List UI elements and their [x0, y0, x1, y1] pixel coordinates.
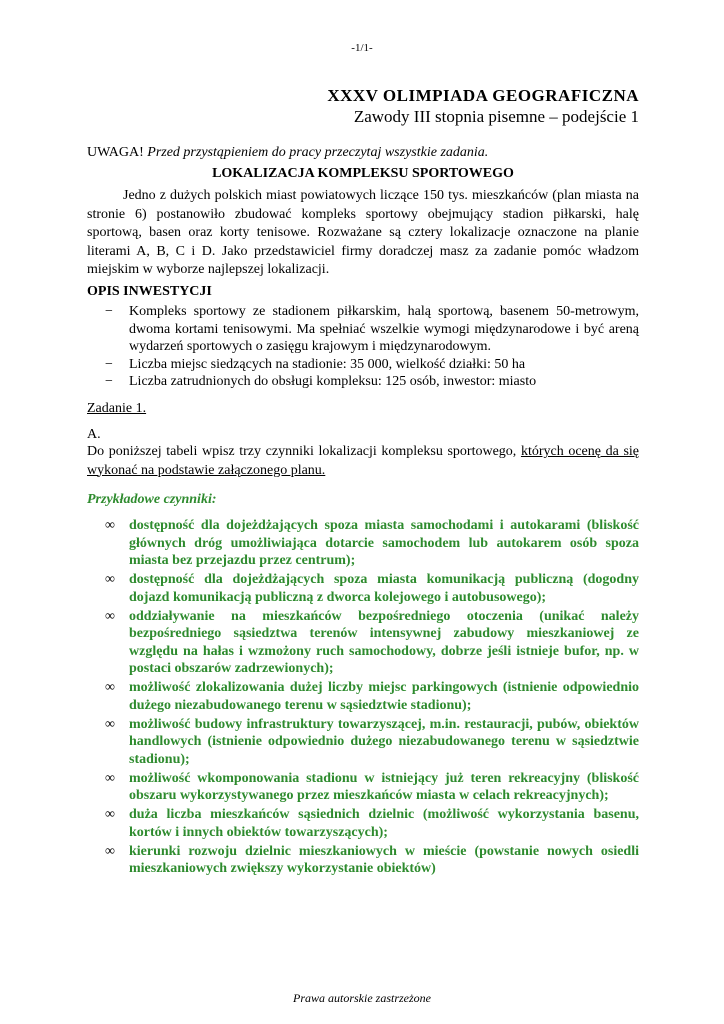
list-item-text: możliwość zlokalizowania dużej liczby miejsc parkingowych (istnienie odpowiednio dużego niezabudowanego terenu w sąsiedztwie stadionu);: [129, 680, 639, 713]
infinity-bullet: ∞: [105, 770, 115, 786]
infinity-bullet: ∞: [105, 518, 115, 533]
warning-text: Przed przystąpieniem do pracy przeczytaj wszystkie zadania.: [147, 145, 489, 160]
list-item-text: Liczba zatrudnionych do obsługi kompleksu: 125 osób, inwestor: miasto: [129, 374, 537, 389]
intro-paragraph: Jedno z dużych polskich miast powiatowych liczące 150 tys. mieszkańców (plan miasta na stronie 6) postanowiło zbudować kompleks sportowy obejmujący stadion piłkarski, halę sportową, basen oraz korty tenisowe. Rozważane są cztery lokalizacje oznaczone na planie literami A, B, C i D. Jako przedstawiciel firmy doradczej masz za zadanie pomóc władzom miejskim w wyborze najlepszej lokalizacji.: [87, 188, 639, 277]
list-item: [87, 517, 639, 570]
list-item: [87, 716, 639, 769]
list-item: [87, 806, 639, 841]
list-item: [87, 608, 639, 678]
task-part: A.: [87, 427, 101, 442]
opis-list: [87, 303, 639, 391]
list-item-text: duża liczba mieszkańców sąsiednich dzielnic (możliwość wykorzystania basenu, kortów i innych obiektów towarzyszących);: [129, 807, 639, 840]
list-item: [87, 571, 639, 606]
task-title: Zadanie 1.: [87, 401, 147, 416]
list-item: [87, 303, 639, 356]
infinity-bullet: ∞: [105, 608, 115, 624]
task-text-underlined: których ocenę da się wykonać na podstawie załączonego planu.: [87, 444, 639, 478]
list-item-text: Kompleks sportowy ze stadionem piłkarskim, halą sportową, basenem 50-metrowym, dwoma kortami tenisowymi. Ma spełniać wszelkie wymogi międzynarodowe i być areną wydarzeń sportowych o zasięgu krajowym i międzynarodowym.: [129, 304, 639, 354]
dash-bullet: −: [105, 374, 113, 389]
footer-copyright: Prawa autorskie zastrzeżone: [293, 991, 431, 1005]
examples-list: [87, 517, 639, 879]
list-item: [87, 770, 639, 805]
list-item-text: dostępność dla dojeżdżających spoza miasta komunikacją publiczną (dogodny dojazd komunikacją publiczną z dworca kolejowego i autobusowego);: [129, 572, 639, 605]
list-item: [87, 373, 639, 391]
list-item-text: dostępność dla dojeżdżających spoza miasta samochodami i autokarami (bliskość głównych dróg umożliwiająca dotarcie samochodem lub autokarem osób spoza miasta bez przejazdu przez centrum);: [129, 518, 639, 568]
list-item: [87, 843, 639, 878]
infinity-bullet: ∞: [105, 716, 115, 732]
page-number: -1/1-: [351, 42, 373, 54]
infinity-bullet: ∞: [105, 843, 115, 859]
list-item: [87, 356, 639, 374]
dash-bullet: −: [105, 304, 113, 319]
warning-note: [87, 145, 488, 161]
list-item-text: możliwość wkomponowania stadionu w istniejący już teren rekreacyjny (bliskość obszaru wykorzystywanego przez mieszkańców miasta w celach rekreacyjnych);: [129, 770, 639, 803]
list-item-text: oddziaływanie na mieszkańców bezpośredniego otoczenia (unikać należy bezpośredniego sąsiedztwa terenów intensywnej zabudowy mieszkaniowej ze względu na hałas i wzmożony ruch samochodowy, dobrze jeśli istnieje bufor, np. w postaci obszarów zadrzewionych);: [129, 608, 639, 676]
task-text: [87, 443, 639, 480]
infinity-bullet: ∞: [105, 807, 115, 822]
dash-bullet: −: [105, 356, 113, 372]
list-item-text: kierunki rozwoju dzielnic mieszkaniowych w mieście (powstanie nowych osiedli mieszkaniowych zwiększy wykorzystanie obiektów): [129, 843, 639, 876]
list-item-text: możliwość budowy infrastruktury towarzyszącej, m.in. restauracji, pubów, obiektów handlowych (istnienie odpowiednio dużego niezabudowanego terenu w sąsiedztwie stadionu);: [129, 716, 639, 767]
infinity-bullet: ∞: [105, 680, 115, 695]
infinity-bullet: ∞: [105, 572, 115, 587]
list-item-text: Liczba miejsc siedzących na stadionie: 35 000, wielkość działki: 50 ha: [129, 356, 526, 372]
warning-label: UWAGA!: [87, 145, 144, 160]
examples-title: Przykładowe czynniki:: [87, 492, 217, 507]
header: [327, 86, 639, 128]
task-text-plain: Do poniższej tabeli wpisz trzy czynniki lokalizacji kompleksu sportowego,: [87, 444, 521, 459]
document-subtitle: Zawody III stopnia pisemne – podejście 1: [353, 107, 639, 126]
list-item: [87, 679, 639, 714]
section-title: LOKALIZACJA KOMPLEKSU SPORTOWEGO: [212, 166, 514, 181]
document-title: XXXV OLIMPIADA GEOGRAFICZNA: [327, 86, 639, 105]
opis-title: OPIS INWESTYCJI: [87, 284, 212, 299]
